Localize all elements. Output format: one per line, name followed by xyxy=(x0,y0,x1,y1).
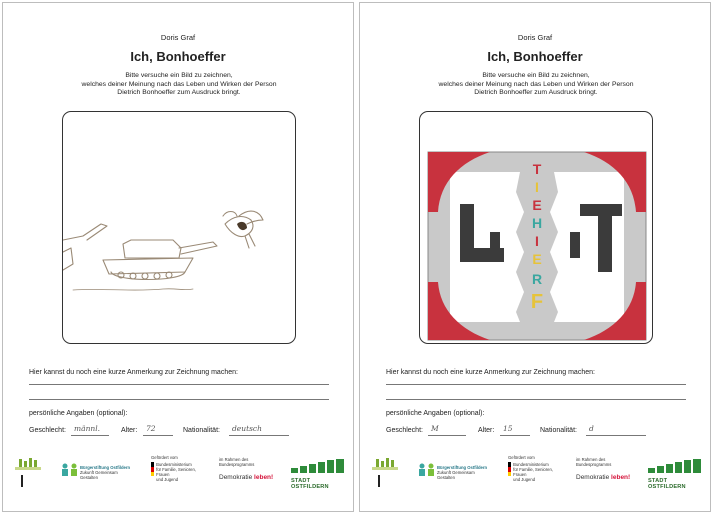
instruction-line: Dietrich Bonhoeffer zum Ausdruck bringt. xyxy=(474,89,598,97)
nationality-field[interactable]: d xyxy=(586,424,646,436)
author-name: Doris Graf xyxy=(517,33,553,42)
nationality-label: Nationalität: xyxy=(183,427,220,434)
sheet-title: Ich, Bonhoeffer xyxy=(130,49,226,64)
tank-drawing xyxy=(63,112,296,344)
author-name: Doris Graf xyxy=(160,33,196,42)
drawing-sheet-right xyxy=(359,2,711,512)
bird-head xyxy=(223,212,237,217)
note-line[interactable] xyxy=(29,384,329,385)
tank-left-body xyxy=(63,248,73,270)
right-half xyxy=(550,172,624,322)
gender-field[interactable]: M xyxy=(428,424,466,436)
personal-label: persönliche Angaben (optional): xyxy=(29,410,128,417)
stadt-bars-icon xyxy=(648,459,702,473)
school-tree-icon xyxy=(370,457,408,491)
instructions xyxy=(33,72,325,98)
note-prompt: Hier kannst du noch eine kurze Anmerkung zur Zeichnung machen: xyxy=(29,369,238,376)
letter: H xyxy=(531,215,543,231)
personal-fields xyxy=(29,424,329,441)
personal-label: persönliche Angaben (optional): xyxy=(386,410,485,417)
demokratie-word: Demokratie xyxy=(576,474,610,481)
bird-dark-patch xyxy=(237,222,247,230)
ministry-logo xyxy=(151,455,199,482)
sponsor-logos xyxy=(11,455,347,499)
buergerstiftung-name: Bürgerstiftung Ostfildern xyxy=(80,465,131,470)
ground-line xyxy=(73,289,193,290)
program-label: im Rahmen des Bundesprogramms xyxy=(576,457,612,467)
letter: I xyxy=(535,233,539,249)
leben-word: leben! xyxy=(611,474,631,481)
ministry-logo xyxy=(508,455,556,482)
letter: F xyxy=(530,291,544,313)
ministry-name: Bundesministerium xyxy=(156,462,192,467)
gender-label: Geschlecht: xyxy=(29,427,66,434)
dark-block xyxy=(490,232,500,254)
tank-wheel xyxy=(142,273,148,279)
gender-label: Geschlecht: xyxy=(386,427,423,434)
stadt-bars-icon xyxy=(291,459,345,473)
tank-turret xyxy=(123,240,181,258)
buergerstiftung-slogan: Zukunft Gemeinsam Gestalten xyxy=(80,470,118,480)
personal-fields xyxy=(386,424,686,441)
nationality-field[interactable]: deutsch xyxy=(229,424,289,436)
gender-field[interactable]: männl. xyxy=(71,424,109,436)
tank-barrel xyxy=(179,242,217,254)
note-line[interactable] xyxy=(29,399,329,400)
people-icon xyxy=(61,463,79,477)
instructions xyxy=(390,72,682,98)
demokratie-leben-logo xyxy=(219,457,279,481)
buergerstiftung-logo xyxy=(418,463,488,485)
bonhoeffer-school-logo xyxy=(13,457,51,491)
letter: I xyxy=(535,179,539,195)
tank-wheel xyxy=(154,273,160,279)
school-tree-icon xyxy=(13,457,51,491)
letter: E xyxy=(532,251,542,267)
dark-block xyxy=(580,204,622,216)
stadt-ostfildern-logo xyxy=(648,459,702,490)
sheet-title: Ich, Bonhoeffer xyxy=(487,49,583,64)
stadt-name: STADT OSTFILDERN xyxy=(291,478,329,490)
instruction-line: Bitte versuche ein Bild zu zeichnen, xyxy=(125,72,233,79)
drawing-frame xyxy=(419,111,653,344)
dark-block xyxy=(570,232,580,258)
tank-left-barrel xyxy=(63,224,107,240)
nationality-label: Nationalität: xyxy=(540,427,577,434)
ministry-name-2: für Familie, Senioren, Frauen xyxy=(156,467,196,477)
age-label: Alter: xyxy=(478,427,495,434)
leben-word: leben! xyxy=(254,474,274,481)
drawing-frame xyxy=(62,111,296,344)
sponsor-logos xyxy=(368,455,704,499)
demokratie-leben-logo xyxy=(576,457,636,481)
letter: E xyxy=(532,197,542,213)
tank-hull xyxy=(103,258,193,274)
instruction-line: welches deiner Meinung nach das Leben und Wirken der Person xyxy=(81,80,277,88)
letter: T xyxy=(532,161,542,177)
note-prompt: Hier kannst du noch eine kurze Anmerkung zur Zeichnung machen: xyxy=(386,369,595,376)
age-field[interactable]: 15 xyxy=(500,424,530,436)
dark-block xyxy=(598,216,612,272)
federal-flag-icon xyxy=(151,462,154,476)
stadt-name: STADT OSTFILDERN xyxy=(648,478,686,490)
ministry-name: Bundesministerium xyxy=(513,462,549,467)
age-label: Alter: xyxy=(121,427,138,434)
demokratie-word: Demokratie xyxy=(219,474,253,481)
buergerstiftung-slogan: Zukunft Gemeinsam Gestalten xyxy=(437,470,475,480)
people-icon xyxy=(418,463,436,477)
letter: R xyxy=(531,271,543,287)
note-line[interactable] xyxy=(386,399,686,400)
ministry-name-3: und Jugend xyxy=(156,477,179,482)
ministry-name-3: und Jugend xyxy=(513,477,536,482)
program-label: im Rahmen des Bundesprogramms xyxy=(219,457,255,467)
ministry-funded: Gefördert vom xyxy=(508,455,535,460)
instruction-line: welches deiner Meinung nach das Leben und Wirken der Person xyxy=(438,80,634,88)
bird-tail xyxy=(245,234,255,248)
age-field[interactable]: 72 xyxy=(143,424,173,436)
drawing-sheet-left xyxy=(2,2,354,512)
freiheit-drawing xyxy=(420,112,653,344)
instruction-line: Bitte versuche ein Bild zu zeichnen, xyxy=(482,72,590,79)
instruction-line: Dietrich Bonhoeffer zum Ausdruck bringt. xyxy=(117,89,241,97)
buergerstiftung-name: Bürgerstiftung Ostfildern xyxy=(437,465,488,470)
buergerstiftung-logo xyxy=(61,463,131,485)
federal-flag-icon xyxy=(508,462,511,476)
ministry-funded: Gefördert vom xyxy=(151,455,178,460)
note-line[interactable] xyxy=(386,384,686,385)
bonhoeffer-school-logo xyxy=(370,457,408,491)
ministry-name-2: für Familie, Senioren, Frauen xyxy=(513,467,553,477)
stadt-ostfildern-logo xyxy=(291,459,345,490)
